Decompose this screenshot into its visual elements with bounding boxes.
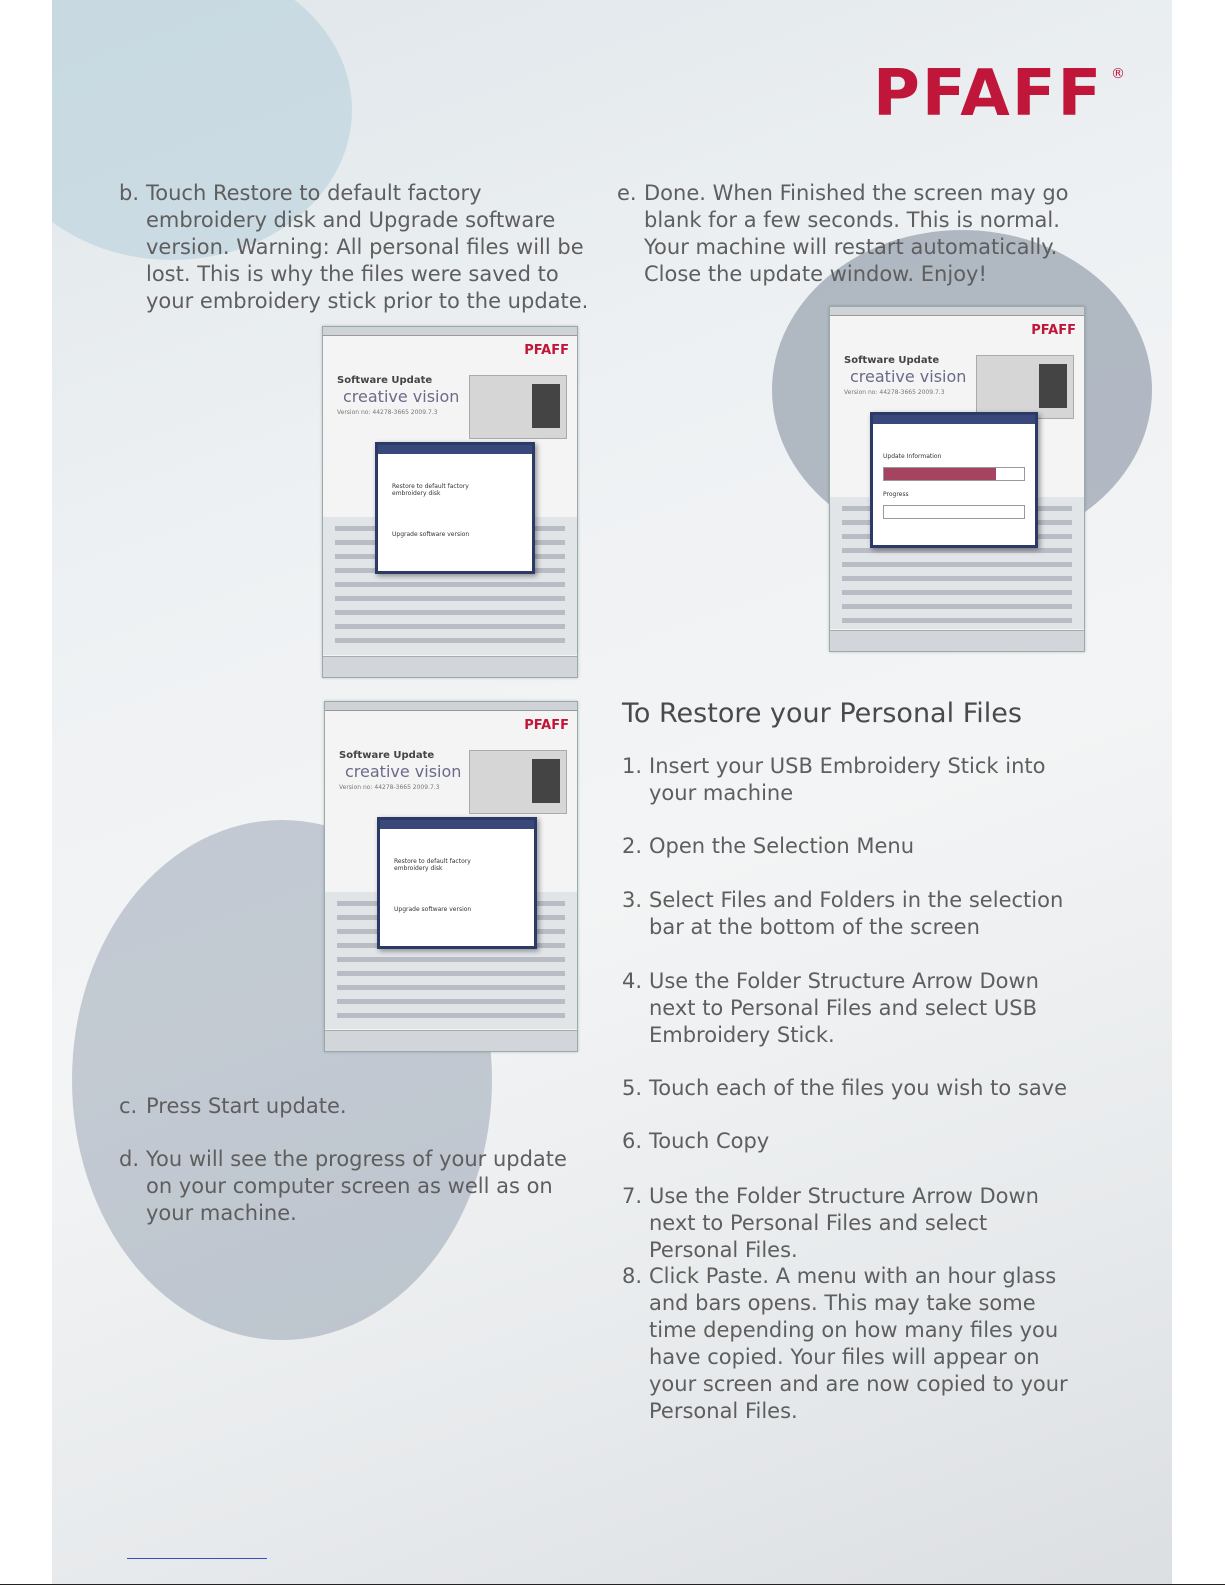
step-number: 7. [622, 1184, 643, 1208]
dialog-titlebar [380, 820, 534, 829]
machine-screen [1039, 364, 1067, 408]
screenshot-progress-dialog [829, 306, 1085, 652]
step-text: Use the Folder Structure Arrow Down next to Personal Files and select USB Embroidery Stick. [649, 969, 1039, 1047]
screenshot-restore-dialog [322, 326, 578, 678]
footer-bar [830, 630, 1084, 651]
step-text: Insert your USB Embroidery Stick into your machine [649, 754, 1046, 805]
sewing-machine-image [469, 375, 567, 439]
sewing-machine-image [469, 750, 567, 814]
dialog-titlebar [378, 445, 532, 454]
step-text: Touch Restore to default factory embroidery disk and Upgrade software version. Warning: All personal files will be lost. This is why the files were saved to your embroidery stick prior to the update. [146, 181, 589, 313]
restore-step-5 [622, 1075, 1072, 1102]
machine-screen [532, 384, 560, 428]
progress-bar [883, 505, 1025, 519]
step-text: Open the Selection Menu [649, 834, 915, 858]
step-b [119, 180, 604, 315]
step-d [119, 1146, 589, 1227]
software-update-title: Software Update [844, 355, 940, 366]
restore-step-8 [622, 1263, 1077, 1425]
product-name: creative vision [345, 762, 462, 781]
window-titlebar [830, 307, 1084, 316]
registered-mark: ® [1111, 66, 1125, 82]
machine-screen [532, 759, 560, 803]
pfaff-logo: PFAFF [524, 343, 569, 358]
update-information-label: Update Information [883, 453, 942, 460]
section-heading: To Restore your Personal Files [622, 698, 1022, 729]
update-dialog [375, 442, 535, 574]
step-number: 5. [622, 1076, 643, 1100]
window-titlebar [325, 702, 577, 711]
step-number: 2. [622, 834, 643, 858]
step-label: c. [119, 1094, 138, 1118]
step-text: Use the Folder Structure Arrow Down next to Personal Files and select Personal Files. [649, 1184, 1039, 1262]
upgrade-option: Upgrade software version [392, 531, 470, 538]
pfaff-logo: PFAFF [524, 718, 569, 733]
update-progress-bar [883, 467, 1025, 481]
step-text: Press Start update. [146, 1094, 347, 1118]
progress-label: Progress [883, 491, 909, 498]
version-text: Version no: 44278-3665 2009.7.3 [339, 784, 440, 791]
step-label: e. [617, 181, 637, 205]
step-text: Touch each of the files you wish to save [649, 1076, 1068, 1100]
step-number: 6. [622, 1129, 643, 1153]
software-update-title: Software Update [339, 750, 435, 761]
update-progress-fill [884, 468, 996, 480]
restore-step-6 [622, 1128, 1072, 1155]
product-name: creative vision [850, 367, 967, 386]
software-update-title: Software Update [337, 375, 433, 386]
product-name: creative vision [343, 387, 460, 406]
step-number: 1. [622, 754, 643, 778]
progress-dialog [870, 412, 1038, 548]
restore-step-1 [622, 753, 1072, 807]
step-text: Touch Copy [649, 1129, 770, 1153]
step-text: You will see the progress of your update on your computer screen as well as on your machine. [146, 1147, 567, 1225]
version-text: Version no: 44278-3665 2009.7.3 [844, 389, 945, 396]
restore-option: Restore to default factory embroidery disk [392, 483, 469, 497]
version-text: Version no: 44278-3665 2009.7.3 [337, 409, 438, 416]
step-c [119, 1093, 604, 1120]
pfaff-logo: PFAFF [1031, 323, 1076, 338]
dialog-titlebar [873, 415, 1035, 424]
pfaff-logo: PFAFF [873, 57, 1104, 131]
step-text: Click Paste. A menu with an hour glass and bars opens. This may take some time depending on how many files you have copied. Your files will appear on your screen and are now copied to your Personal Files. [649, 1264, 1068, 1423]
restore-step-7 [622, 1183, 1082, 1264]
step-number: 3. [622, 888, 643, 912]
step-number: 8. [622, 1264, 643, 1288]
step-text: Select Files and Folders in the selection bar at the bottom of the screen [649, 888, 1064, 939]
update-dialog [377, 817, 537, 949]
step-e [617, 180, 1087, 288]
step-number: 4. [622, 969, 643, 993]
restore-step-2 [622, 833, 1072, 860]
restore-step-3 [622, 887, 1102, 941]
upgrade-option: Upgrade software version [394, 906, 472, 913]
step-text: Done. When Finished the screen may go blank for a few seconds. This is normal. Your machine will restart automatically. Close the update window. Enjoy! [644, 181, 1069, 286]
footer-bar [325, 1030, 577, 1051]
restore-option: Restore to default factory embroidery disk [394, 858, 471, 872]
step-label: b. [119, 181, 140, 205]
footer-bar [323, 656, 577, 677]
restore-step-4 [622, 968, 1082, 1049]
footer-link-underline [127, 1558, 267, 1559]
sewing-machine-image [976, 355, 1074, 419]
step-label: d. [119, 1147, 140, 1171]
screenshot-upgrade-dialog [324, 701, 578, 1052]
window-titlebar [323, 327, 577, 336]
